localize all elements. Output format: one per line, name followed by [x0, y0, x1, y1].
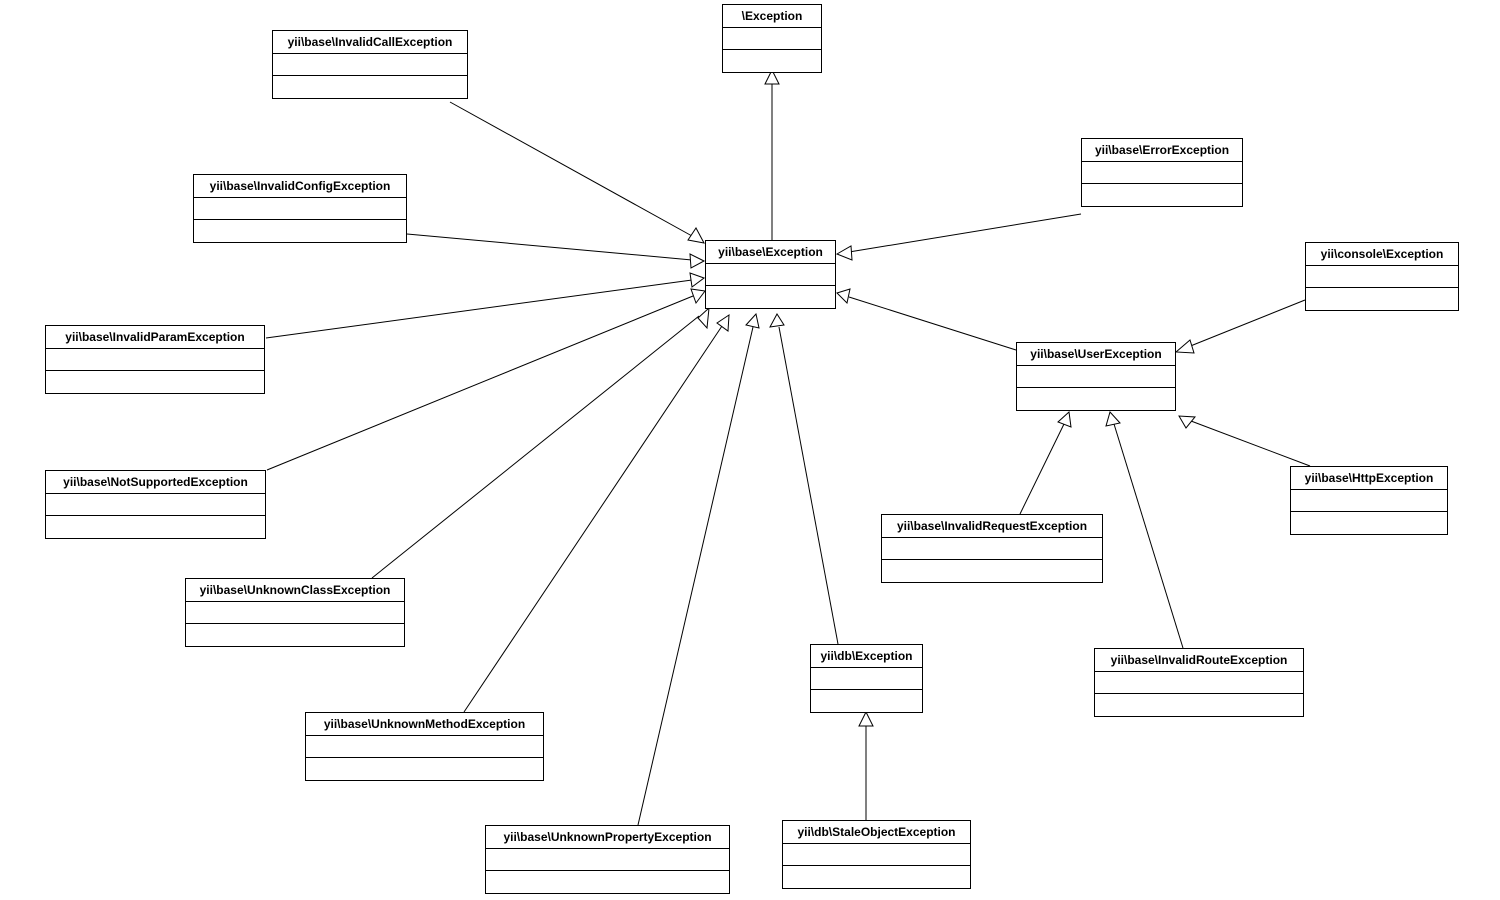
class-node-invalid-route-exception-attributes [1095, 672, 1303, 694]
class-node-not-supported-exception-operations [46, 516, 265, 538]
class-node-invalid-call-exception[interactable] [272, 30, 468, 99]
edge-stale-object-to-db-exception [859, 712, 873, 820]
class-node-error-exception-operations [1082, 184, 1242, 206]
class-node-yii-base-exception-title: yii\base\Exception [706, 241, 835, 264]
class-node-invalid-request-exception[interactable] [881, 514, 1103, 583]
class-node-exception-attributes [723, 28, 821, 50]
class-node-invalid-route-exception-operations [1095, 694, 1303, 716]
class-node-exception-title: \Exception [723, 5, 821, 28]
class-node-error-exception[interactable] [1081, 138, 1243, 207]
class-node-invalid-config-exception[interactable] [193, 174, 407, 243]
edge-invalid-request-to-user-exception [1020, 412, 1071, 514]
class-node-exception[interactable] [722, 4, 822, 73]
class-node-stale-object-exception-operations [783, 866, 970, 888]
edge-invalid-config-to-base-exception [407, 234, 704, 268]
class-node-not-supported-exception-title: yii\base\NotSupportedException [46, 471, 265, 494]
class-node-invalid-param-exception-operations [46, 371, 264, 393]
class-node-not-supported-exception[interactable] [45, 470, 266, 539]
class-node-unknown-class-exception-operations [186, 624, 404, 646]
class-node-invalid-request-exception-operations [882, 560, 1102, 582]
class-node-invalid-config-exception-title: yii\base\InvalidConfigException [194, 175, 406, 198]
edge-not-supported-to-base-exception [267, 289, 705, 470]
class-node-unknown-property-exception-title: yii\base\UnknownPropertyException [486, 826, 729, 849]
class-node-yii-base-exception[interactable] [705, 240, 836, 309]
class-node-exception-operations [723, 50, 821, 72]
class-node-unknown-method-exception-attributes [306, 736, 543, 758]
class-node-invalid-route-exception[interactable] [1094, 648, 1304, 717]
edge-invalid-route-to-user-exception [1106, 412, 1183, 648]
class-node-invalid-call-exception-operations [273, 76, 467, 98]
class-node-http-exception-title: yii\base\HttpException [1291, 467, 1447, 490]
class-node-invalid-param-exception-attributes [46, 349, 264, 371]
class-node-invalid-call-exception-title: yii\base\InvalidCallException [273, 31, 467, 54]
class-node-user-exception-operations [1017, 388, 1175, 410]
edge-db-exception-to-base-exception [770, 314, 838, 644]
class-node-yii-base-exception-operations [706, 286, 835, 308]
edge-invalid-call-to-base-exception [450, 102, 704, 243]
class-node-user-exception[interactable] [1016, 342, 1176, 411]
class-node-unknown-method-exception[interactable] [305, 712, 544, 781]
class-node-http-exception[interactable] [1290, 466, 1448, 535]
class-node-unknown-property-exception-operations [486, 871, 729, 893]
class-node-invalid-call-exception-attributes [273, 54, 467, 76]
class-node-invalid-request-exception-attributes [882, 538, 1102, 560]
edge-http-exception-to-user-exception [1179, 416, 1310, 466]
class-node-unknown-method-exception-title: yii\base\UnknownMethodException [306, 713, 543, 736]
class-node-console-exception-operations [1306, 288, 1458, 310]
class-node-user-exception-title: yii\base\UserException [1017, 343, 1175, 366]
edge-error-exception-to-base-exception [837, 214, 1081, 260]
class-node-db-exception-attributes [811, 668, 922, 690]
class-node-invalid-param-exception-title: yii\base\InvalidParamException [46, 326, 264, 349]
class-node-unknown-property-exception-attributes [486, 849, 729, 871]
edge-user-exception-to-base-exception [837, 289, 1016, 350]
edge-unknown-class-to-base-exception [372, 308, 709, 578]
class-node-stale-object-exception-attributes [783, 844, 970, 866]
edge-console-exception-to-user-exception [1176, 300, 1305, 353]
class-node-user-exception-attributes [1017, 366, 1175, 388]
class-node-unknown-method-exception-operations [306, 758, 543, 780]
class-node-stale-object-exception-title: yii\db\StaleObjectException [783, 821, 970, 844]
edge-unknown-property-to-base-exception [638, 314, 759, 825]
class-node-unknown-class-exception-attributes [186, 602, 404, 624]
class-node-unknown-property-exception[interactable] [485, 825, 730, 894]
edge-yii-base-exception-to-exception [765, 70, 779, 240]
class-node-http-exception-attributes [1291, 490, 1447, 512]
class-node-not-supported-exception-attributes [46, 494, 265, 516]
class-node-invalid-config-exception-attributes [194, 198, 406, 220]
class-node-console-exception-attributes [1306, 266, 1458, 288]
class-node-stale-object-exception[interactable] [782, 820, 971, 889]
class-node-console-exception[interactable] [1305, 242, 1459, 311]
class-node-invalid-param-exception[interactable] [45, 325, 265, 394]
class-node-unknown-class-exception[interactable] [185, 578, 405, 647]
class-node-yii-base-exception-attributes [706, 264, 835, 286]
class-node-db-exception[interactable] [810, 644, 923, 713]
class-node-db-exception-title: yii\db\Exception [811, 645, 922, 668]
edge-unknown-method-to-base-exception [464, 315, 729, 712]
class-node-error-exception-title: yii\base\ErrorException [1082, 139, 1242, 162]
class-node-unknown-class-exception-title: yii\base\UnknownClassException [186, 579, 404, 602]
edge-invalid-param-to-base-exception [266, 273, 704, 338]
class-node-console-exception-title: yii\console\Exception [1306, 243, 1458, 266]
class-node-invalid-config-exception-operations [194, 220, 406, 242]
class-node-invalid-route-exception-title: yii\base\InvalidRouteException [1095, 649, 1303, 672]
class-node-db-exception-operations [811, 690, 922, 712]
class-node-http-exception-operations [1291, 512, 1447, 534]
class-node-error-exception-attributes [1082, 162, 1242, 184]
class-node-invalid-request-exception-title: yii\base\InvalidRequestException [882, 515, 1102, 538]
